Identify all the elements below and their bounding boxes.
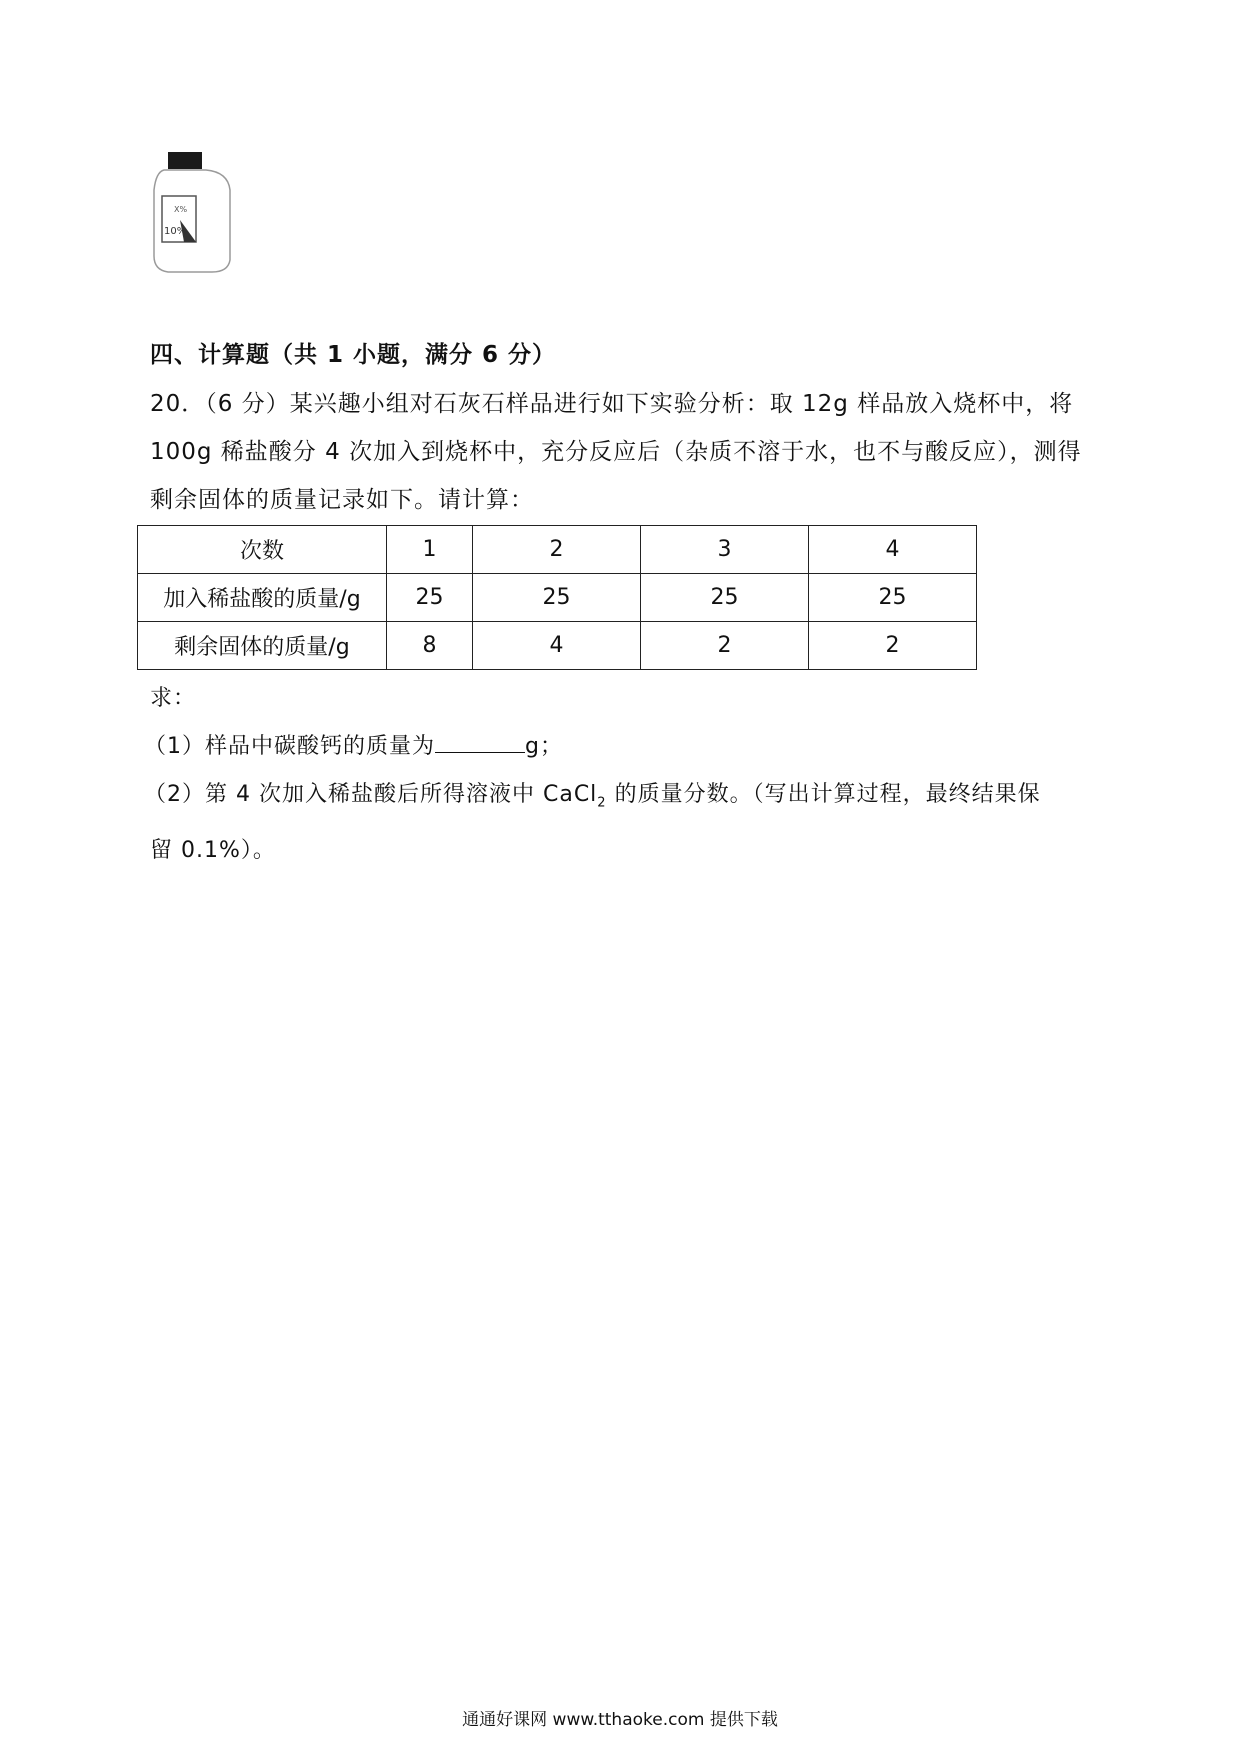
questions-block [144, 675, 1100, 875]
bottle-drawing [150, 150, 250, 275]
question-2-subscript: 2 [597, 795, 607, 811]
table-cell: 剩余固体的质量/g [138, 622, 387, 670]
question-2-part1: （2）第 4 次加入稀盐酸后所得溶液中 CaCl [144, 782, 598, 807]
problem-statement [150, 380, 1100, 524]
table-header-cell: 1 [387, 526, 473, 574]
table-header-cell: 3 [641, 526, 809, 574]
table-header-row [138, 526, 977, 574]
table-header-cell: 2 [473, 526, 641, 574]
problem-line-1: 20．（6 分）某兴趣小组对石灰石样品进行如下实验分析：取 12g 样品放入烧杯中，将 [150, 391, 1074, 417]
table-cell: 加入稀盐酸的质量/g [138, 574, 387, 622]
question-2-part2: 的质量分数。（写出计算过程，最终结果保 [606, 782, 1041, 807]
table-cell: 8 [387, 622, 473, 670]
table-cell: 25 [387, 574, 473, 622]
answer-blank [435, 730, 525, 753]
problem-line-2: 100g 稀盐酸分 4 次加入到烧杯中，充分反应后（杂质不溶于水，也不与酸反应），测得 [150, 439, 1082, 465]
section-title: 四、计算题（共 1 小题，满分 6 分） [150, 342, 557, 368]
table-cell: 2 [809, 622, 977, 670]
question-1 [144, 723, 1100, 771]
table-header-cell: 次数 [138, 526, 387, 574]
table-row [138, 574, 977, 622]
table-cell: 25 [641, 574, 809, 622]
table-cell: 4 [473, 622, 641, 670]
table-row [138, 622, 977, 670]
problem-line-3: 剩余固体的质量记录如下。请计算： [150, 487, 534, 513]
page-footer: 通通好课网 www.tthaoke.com 提供下载 [462, 1710, 778, 1730]
data-table [137, 525, 977, 670]
table-cell: 25 [473, 574, 641, 622]
questions-prompt: 求： [150, 686, 197, 711]
reagent-bottle-illustration [150, 150, 250, 275]
table-cell: 25 [809, 574, 977, 622]
question-2 [144, 771, 1100, 827]
table-cell: 2 [641, 622, 809, 670]
bottle-cap [168, 152, 202, 169]
bottle-label-line2: 10% [164, 226, 187, 237]
bottle-label-line1: X% [174, 205, 188, 214]
question-1-suffix: g； [525, 734, 563, 759]
table-header-cell: 4 [809, 526, 977, 574]
question-1-prefix: （1）样品中碳酸钙的质量为 [144, 734, 435, 759]
question-2-line-2: 留 0.1%）。 [150, 838, 276, 864]
